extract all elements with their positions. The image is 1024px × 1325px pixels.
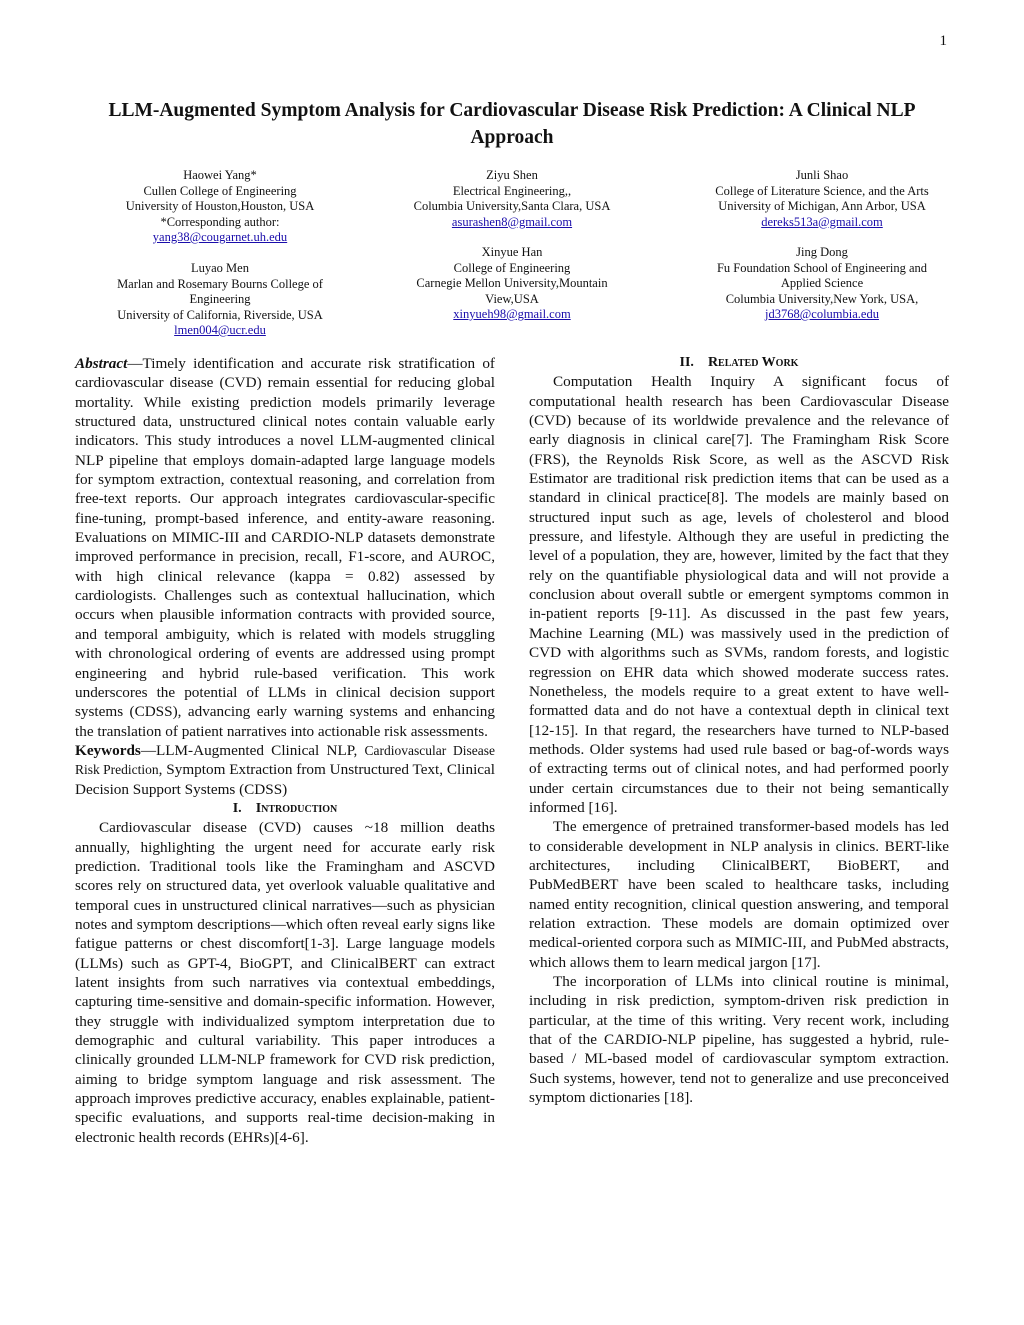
author-name: Haowei Yang* [183, 168, 257, 182]
keywords-text-small: Cardiovascular Disease Risk Prediction [75, 742, 495, 778]
author-block-6 [672, 245, 972, 323]
author-note: *Corresponding author: [160, 214, 280, 229]
author-block-5 [372, 245, 652, 323]
abstract-text: —Timely identification and accurate risk stratification of cardiovascular disease (CVD) remain essential for reducing global mortality. While existing prediction models primarily leverage structured data, unstructured clinical notes contain valuable early indicators. This study introduces a novel LLM-augmented clinical NLP pipeline that employs domain-adapted large language models for symptom extraction, contextual reasoning, and correlation from free-text reports. Our approach integrates cardiovascular-specific fine-tuning, prompt-based inference, and entity-aware reasoning. Evaluations on MIMIC-III and CARDIO-NLP datasets demonstrate improved performance in precision, recall, F1-score, and AUROC, with high clinical relevance (kappa = 0.82) assessed by cardiologists. Challenges such as contextual hallucination, which occurs when plausible information contracts with provided source, and temporal ambiguity, which is related with models struggling with chronological ordering of events are addressed using prompt engineering and hybrid rule-based verification. This work underscores the potential of LLMs in clinical decision support systems (CDSS), advancing early warning systems and enhancing the translation of patient narratives into actionable risk assessments. [75, 355, 495, 740]
section-title: Introduction [255, 800, 338, 816]
author-email-link[interactable]: dereks513a@gmail.com [761, 214, 883, 229]
author-affiliation: College of Literature Science, and the Arts [715, 183, 929, 198]
author-affiliation: University of Michigan, Ann Arbor, USA [718, 199, 926, 213]
author-block-1 [80, 168, 360, 246]
author-affiliation: Cullen College of Engineering [143, 183, 297, 198]
author-email-link[interactable]: yang38@cougarnet.uh.edu [152, 230, 288, 244]
author-block-3 [672, 168, 972, 230]
abstract-label: Abstract [75, 355, 128, 372]
keywords-text: , Symptom Extraction from Unstructured Text, Clinical Decision Support Systems (CDSS) [75, 761, 495, 798]
paper-title: LLM-Augmented Symptom Analysis for Cardiovascular Disease Risk Prediction: A Clinical NLP Approach [108, 100, 916, 148]
author-block-2 [372, 168, 652, 230]
author-affiliation: Columbia University,Santa Clara, USA [413, 199, 611, 213]
author-affiliation: University of California, Riverside, USA [117, 307, 323, 322]
author-affiliation: Carnegie Mellon University,Mountain [416, 276, 608, 290]
author-affiliation: Fu Foundation School of Engineering and [716, 260, 928, 275]
abstract [75, 354, 495, 741]
related-work-paragraph: The incorporation of LLMs into clinical routine is minimal, including in risk prediction, symptom-driven risk prediction in particular, at the time of this writing. Very recent work, including that of the CARDIO-NLP pipeline, has suggested a hybrid, rule-based / ML-based model of cardiovascular symptom extraction. Such systems, however, tend not to generalize and use preconceived symptom dictionaries [18]. [529, 973, 949, 1107]
keywords-label: Keywords [75, 741, 141, 759]
author-name: Xinyue Han [481, 245, 543, 259]
author-name: Luyao Men [191, 261, 249, 275]
keywords-text: —LLM-Augmented Clinical NLP, [140, 741, 365, 759]
author-affiliation: View,USA [485, 291, 539, 306]
author-email-link[interactable]: asurashen8@gmail.com [451, 214, 573, 229]
author-affiliation: Electrical Engineering,, [452, 183, 572, 198]
page-number: 1 [939, 33, 947, 49]
author-email-link[interactable]: xinyueh98@gmail.com [453, 307, 571, 321]
section-heading-introduction [75, 799, 495, 818]
author-name: Jing Dong [796, 245, 848, 259]
author-affiliation: Applied Science [780, 276, 864, 290]
section-number: II. [679, 355, 694, 370]
left-column [75, 354, 495, 1147]
related-work-paragraph: Computation Health Inquiry A significant focus of computational health research has been Cardiovascular Disease (CVD) because of its worldwide prevalence and the relevance of early diagnosis in clinical care[7]. The Framingham Risk Score (FRS), the Reynolds Risk Score, as well as the ASCVD Risk Estimator are traditional risk prediction items that can be used as a standard in clinical practice[8]. The models are mainly based on structured input such as age, levels of cholesterol and blood pressure, and lifestyle. Although they are useful in predicting the level of a population, they are, however, limited by the fact that they rely on the quantifiable physiological data and will not provide a conclusion about overall subtle or emergent symptoms common in in-patient reports [9-11]. As discussed in the past few years, Machine Learning (ML) was massively used in the prediction of CVD with algorithms such as SVMs, random forests, and logistic regression on EHR data which showed moderate success rates. Nonetheless, the models require to a great extent to have well-formatted data and do not have a contextual depth in clinical text [12-15]. In that regard, the researchers have turned to NLP-based methods. Older systems had used rule based or bag-of-words ways of extracting terms out of clinical notes, and had performed poorly under certain circumstances due to their not being semantically informed [16]. [529, 373, 949, 816]
author-affiliation: College of Engineering [453, 260, 571, 275]
author-name: Junli Shao [795, 168, 849, 182]
author-email-link[interactable]: jd3768@columbia.edu [765, 307, 879, 321]
author-affiliation: Engineering [189, 292, 251, 306]
author-name: Ziyu Shen [486, 168, 538, 182]
introduction-paragraph: Cardiovascular disease (CVD) causes ~18 million deaths annually, highlighting the urgent need for accurate early risk prediction. Traditional tools like the Framingham and ASCVD scores rely on structured data, yet overlook valuable qualitative and temporal cues in unstructured clinical narratives—such as physician notes and symptom descriptions—which often reveal early signs like fatigue patterns or chest discomfort[1-3]. Large language models (LLMs) such as GPT-4, BioGPT, and ClinicalBERT can extract latent insights from such narratives via contextual embeddings, capturing time-sensitive and domain-specific information. However, they struggle with individualized symptom interpretation due to demographic and cultural variability. This paper introduces a clinically grounded LLM-NLP framework for CVD risk prediction, aiming to bridge symptom language and risk assessment. The approach improves predictive accuracy, enables explainable, patient-specific evaluations, and supports real-time decision-making in electronic health records (EHRs)[4-6]. [75, 819, 495, 1146]
author-email-link[interactable]: lmen004@ucr.edu [174, 323, 266, 337]
section-title: Related Work [707, 355, 799, 370]
author-affiliation: University of Houston,Houston, USA [125, 199, 315, 213]
author-affiliation: Columbia University,New York, USA, [725, 291, 919, 306]
section-heading-related-work [529, 353, 949, 372]
related-work-paragraph: The emergence of pretrained transformer-based models has led to considerable development in NLP analysis in clinics. BERT-like architectures, including ClinicalBERT, BioBERT, and PubMedBERT have been scaled to healthcare tasks, including named entity recognition, clinical question answering, and temporal relation extraction. These models are domain optimized over medical-oriented corpora such as MIMIC-III, and PubMed abstracts, which allows them to learn medical jargon [17]. [529, 818, 949, 971]
author-affiliation: Marlan and Rosemary Bourns College of [117, 276, 323, 291]
keywords [75, 741, 495, 799]
author-block-4 [80, 261, 360, 339]
section-number: I. [232, 800, 242, 816]
right-column [529, 354, 949, 1107]
